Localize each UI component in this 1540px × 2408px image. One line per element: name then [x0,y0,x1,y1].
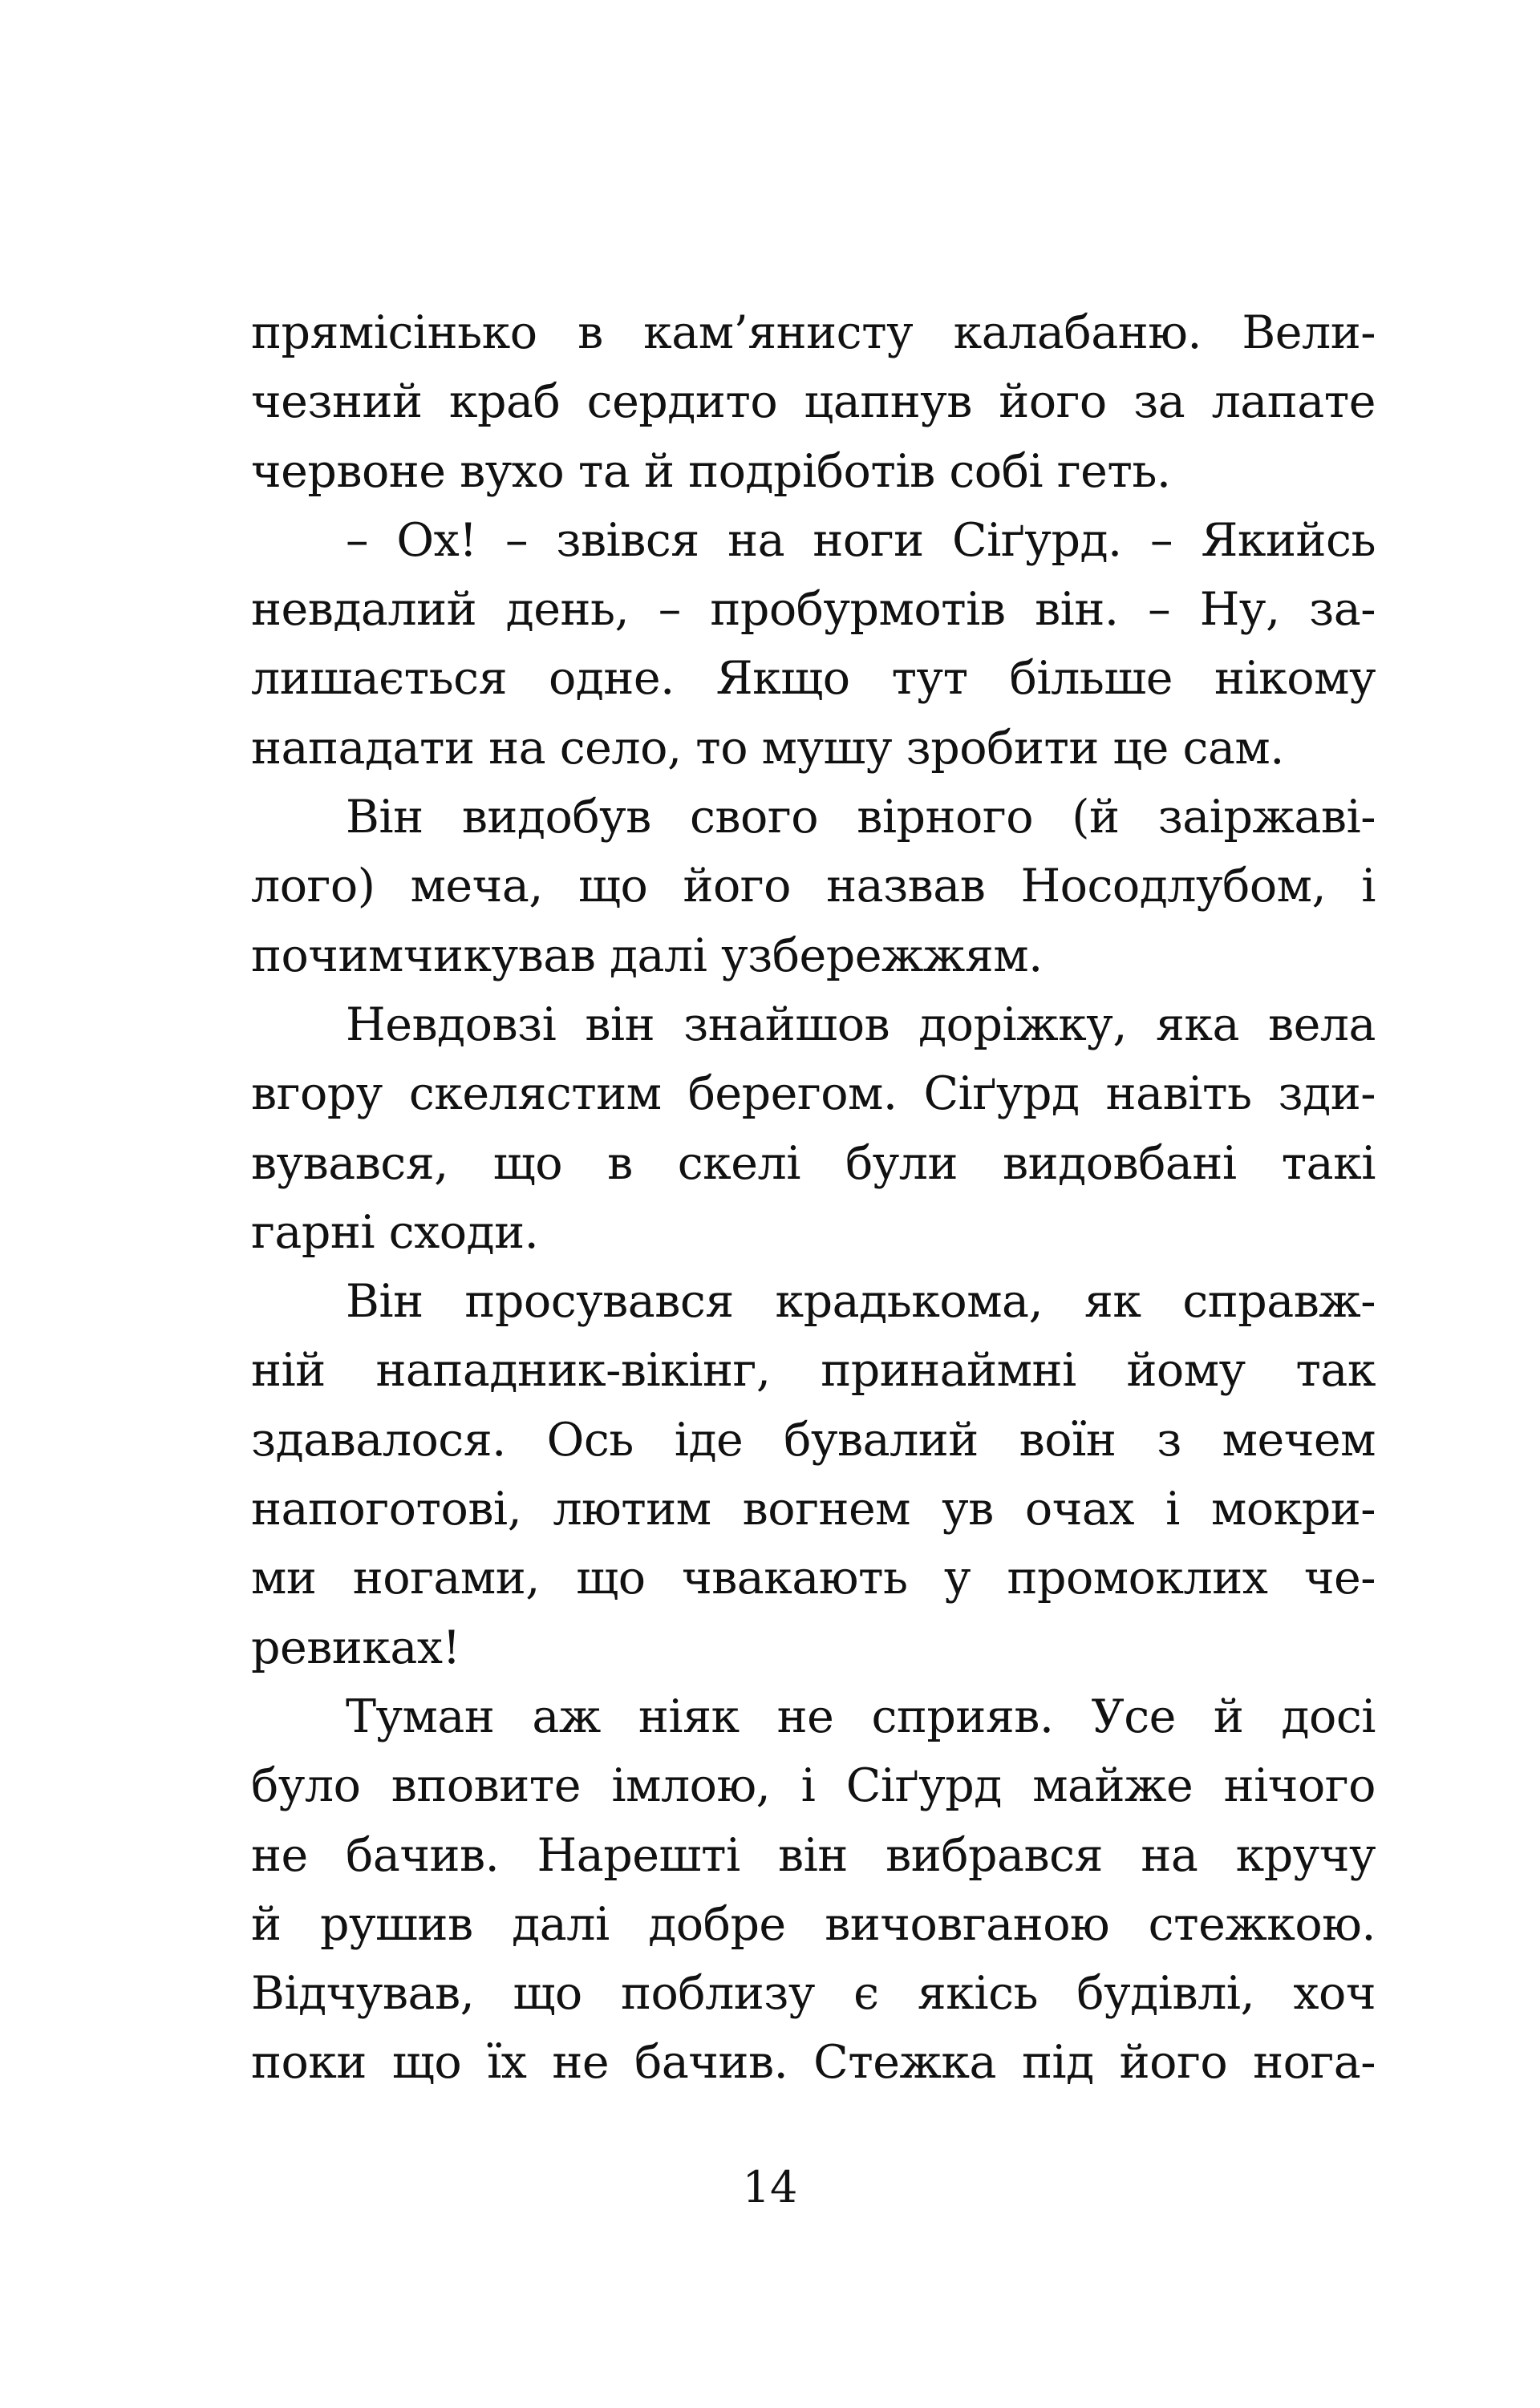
text-line: ми ногами, що чвакають у промоклих че- [251,1552,1376,1605]
text-line: не бачив. Нарешті він вибрався на кручу [251,1828,1376,1882]
text-line: й рушив далі добре вичовганою стежкою. [251,1897,1376,1951]
text-line: невдалий день, – пробурмотів він. – Ну, за- [251,583,1376,637]
text-line: – Ох! – звівся на ноги Сіґурд. – Якийсь [346,513,1376,567]
text-line: було вповите імлою, і Сіґурд майже нічого [251,1759,1376,1813]
page-body-text [251,298,1376,2098]
text-line: нападати на село, то мушу зробити це сам. [251,721,1284,775]
text-line: поки що їх не бачив. Стежка під його нога- [251,2036,1376,2090]
text-line: здавалося. Ось іде бувалий воїн з мечем [251,1413,1376,1467]
page-number: 14 [742,2162,798,2212]
text-line: Туман аж ніяк не сприяв. Усе й досі [346,1690,1376,1743]
text-line: Відчував, що поблизу є якісь будівлі, хоч [251,1967,1376,2021]
text-line: Невдовзі він знайшов доріжку, яка вела [346,998,1376,1051]
text-line: чезний краб сердито цапнув його за лапате [251,375,1376,429]
text-line: вувався, що в скелі були видовбані такі [251,1136,1376,1190]
text-line: напоготові, лютим вогнем ув очах і мокри- [251,1483,1376,1536]
text-line: прямісінько в кам’янисту калабаню. Вели- [251,306,1376,359]
text-line: лишається одне. Якщо тут більше нікому [251,652,1376,706]
text-line: Він видобув свого вірного (й заіржаві- [346,791,1376,844]
text-line: Він просувався крадькома, як справж- [346,1275,1376,1329]
text-line: червоне вухо та й подріботів собі геть. [251,444,1171,498]
text-line: ревиках! [251,1621,460,1674]
text-line: вгору скелястим берегом. Сіґурд навіть зди- [251,1067,1376,1121]
text-line: гарні сходи. [251,1205,539,1259]
text-line: почимчикував далі узбережжям. [251,929,1043,982]
text-line: лого) меча, що його назвав Носодлубом, і [251,860,1376,913]
text-line: ній нападник-вікінг, принаймні йому так [251,1344,1376,1398]
